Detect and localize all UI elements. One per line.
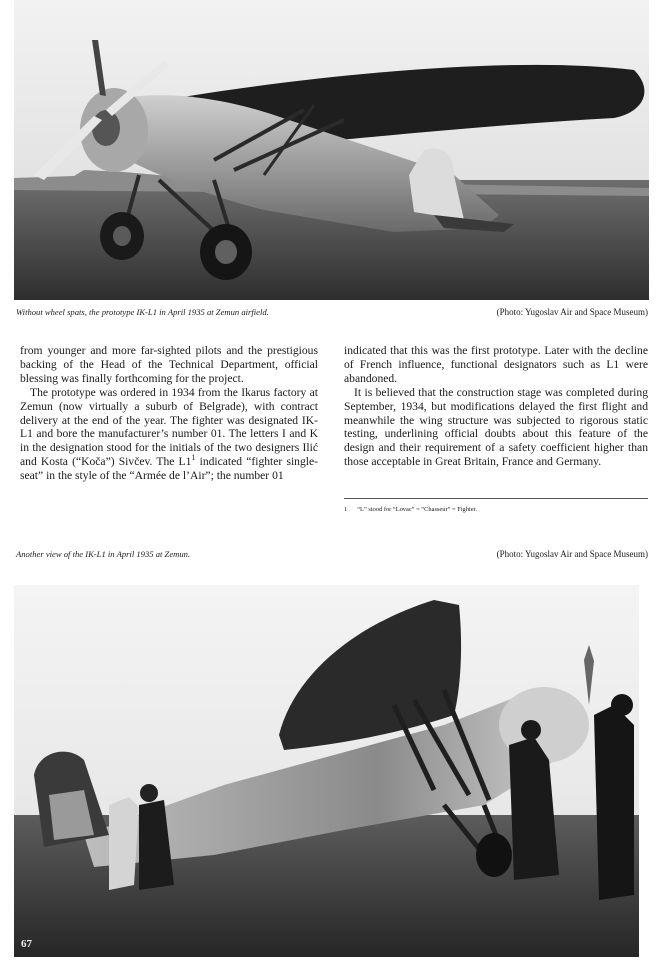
- footnote-divider: [344, 498, 648, 499]
- article-column-left: [20, 344, 318, 483]
- footnote-marker: 1: [191, 453, 196, 463]
- aircraft-photo-top: [14, 0, 649, 300]
- photo-ik-l1-zemun: [14, 585, 639, 957]
- paragraph-text: The prototype was ordered in 1934 from the Ikarus factory at Zemun (now virtually a suburb of Belgrade), with contract delivery at the end of the year. The fighter was designated IK-L1 and bore the manufacturer’s number 01. The letters I and K in the designation stood for the initials of the two designers Ilić and Kosta (“Koča”) Sivčev. The L1: [20, 385, 318, 469]
- photo-ik-l1-airfield: [14, 0, 649, 300]
- photo-credit: (Photo: Yugoslav Air and Space Museum): [496, 307, 648, 317]
- photo-caption: Without wheel spats, the prototype IK-L1 in April 1935 at Zemun airfield.: [16, 307, 269, 317]
- paragraph: from younger and more far-sighted pilots and the prestigious backing of the Head of the Technical Department, official blessing was finally forthcoming for the project.: [20, 344, 318, 385]
- paragraph: [20, 386, 318, 483]
- paragraph: indicated that this was the first prototype. Later with the decline of French influence, functional designators such as L1 were abandoned.: [344, 344, 648, 385]
- aircraft-photo-bottom: [14, 585, 639, 957]
- article-column-right: [344, 344, 648, 469]
- paragraph: It is believed that the construction stage was completed during September, 1934, but modifications delayed the first flight and meanwhile the wing structure was subjected to rigorous static testing, underlining official doubts about this feature of the design and their requirement of a safety coefficient higher than those acceptable in Great Britain, France and Germany.: [344, 385, 648, 469]
- photo-credit: (Photo: Yugoslav Air and Space Museum): [496, 549, 648, 559]
- footnote-number: 1: [344, 506, 348, 513]
- page-number: 67: [21, 938, 32, 950]
- paragraph-text: indicated “fighter single-seat” in the style of the “Armée de l’Air”; the number 01: [20, 455, 318, 483]
- photo-caption: Another view of the IK-L1 in April 1935 at Zemun.: [16, 549, 191, 559]
- footnote: [344, 506, 477, 513]
- footnote-text: “L” stood for “Lovac” = “Chasseur” = Fighter.: [357, 506, 477, 513]
